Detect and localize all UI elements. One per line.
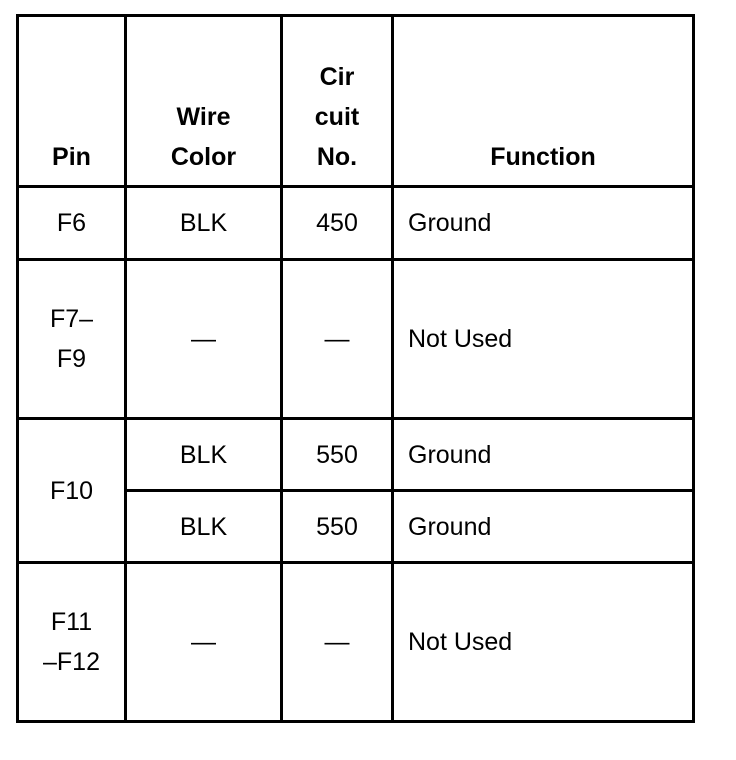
table-header-row xyxy=(18,16,694,187)
circuit-no-cell: — xyxy=(282,260,393,419)
circuit-no-cell: 450 xyxy=(282,187,393,260)
header-function: Function xyxy=(393,16,694,187)
header-circuit-no: Cir cuit No. xyxy=(282,16,393,187)
wire-color-cell: BLK xyxy=(126,419,282,491)
table-row xyxy=(18,563,694,722)
function-cell: Ground xyxy=(393,419,694,491)
circuit-no-cell: 550 xyxy=(282,419,393,491)
function-cell: Ground xyxy=(393,491,694,563)
function-cell: Ground xyxy=(393,187,694,260)
pin-cell: F7– F9 xyxy=(18,260,126,419)
table-row xyxy=(18,187,694,260)
circuit-no-cell: — xyxy=(282,563,393,722)
wire-color-cell: — xyxy=(126,260,282,419)
wire-color-cell: BLK xyxy=(126,491,282,563)
table-row xyxy=(18,419,694,491)
pin-cell: F6 xyxy=(18,187,126,260)
wire-color-cell: — xyxy=(126,563,282,722)
function-cell: Not Used xyxy=(393,260,694,419)
pin-cell: F11 –F12 xyxy=(18,563,126,722)
table-row xyxy=(18,260,694,419)
circuit-no-cell: 550 xyxy=(282,491,393,563)
wire-color-cell: BLK xyxy=(126,187,282,260)
pin-function-table xyxy=(16,14,695,723)
header-wire-color: Wire Color xyxy=(126,16,282,187)
pin-cell: F10 xyxy=(18,419,126,563)
header-pin: Pin xyxy=(18,16,126,187)
function-cell: Not Used xyxy=(393,563,694,722)
